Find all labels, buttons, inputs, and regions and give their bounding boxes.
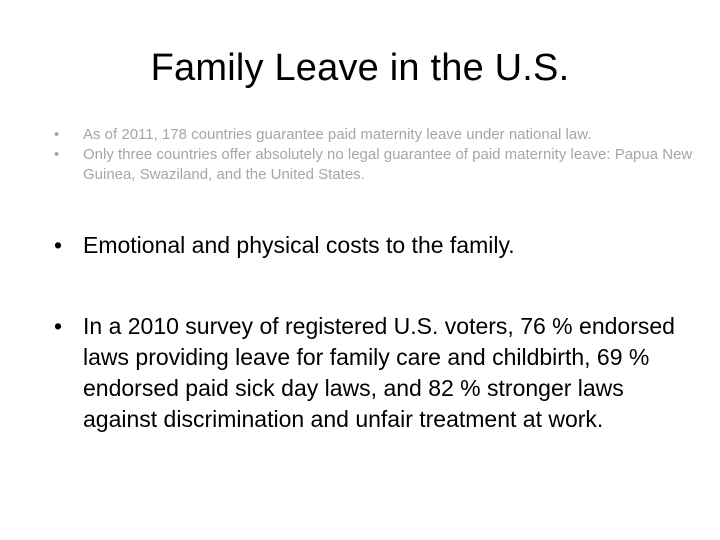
bullet-item-emotional-costs xyxy=(54,230,694,261)
bullet-dot-icon: • xyxy=(54,313,63,339)
bullet-dot-icon: • xyxy=(54,232,63,258)
minor-bullet-list xyxy=(54,125,694,185)
bullet-text: Only three countries offer absolutely no legal guarantee of paid maternity leave: Papua New Guinea, Swaziland, and the United States. xyxy=(83,146,693,183)
bullet-text: In a 2010 survey of registered U.S. voters, 76 % endorsed laws providing leave for family care and childbirth, 69 % endorsed paid sick day laws, and 82 % stronger laws against discrimination and unfair treatment at work. xyxy=(83,313,675,432)
bullet-item-paid-maternity-2011 xyxy=(54,125,694,145)
bullet-text: As of 2011, 178 countries guarantee paid maternity leave under national law. xyxy=(83,126,592,143)
main-bullet-list-emotional xyxy=(54,230,694,261)
bullet-dot-icon: • xyxy=(54,146,60,163)
bullet-dot-icon: • xyxy=(54,126,60,143)
bullet-item-no-guarantee-countries xyxy=(54,145,694,185)
slide-title: Family Leave in the U.S. xyxy=(150,47,570,89)
main-bullet-list-survey xyxy=(54,311,694,435)
bullet-item-2010-survey xyxy=(54,311,694,435)
bullet-text: Emotional and physical costs to the family. xyxy=(83,232,515,258)
